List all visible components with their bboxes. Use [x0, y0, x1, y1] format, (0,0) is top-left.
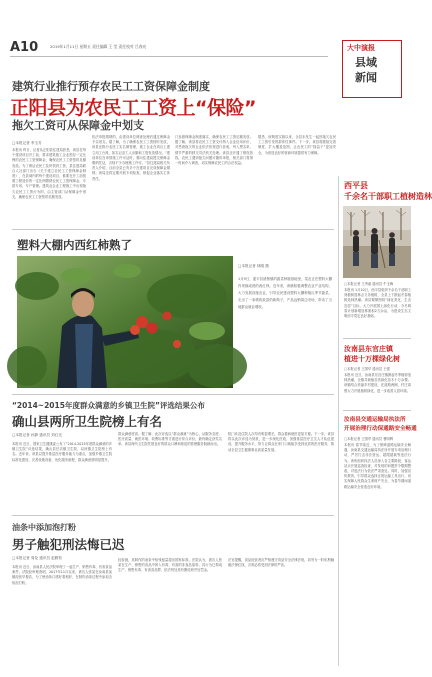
- masthead-text: 大中演报: [347, 43, 375, 52]
- divider: [343, 338, 411, 339]
- lead-subhead: 拖欠工资可从保障金中划支: [12, 119, 144, 132]
- feature-byline: □本报记者 林刚 摄: [238, 264, 269, 268]
- lead-byline: □本报记者 李玉芳: [12, 141, 42, 145]
- evaluation-body-col3: 院门诊及住院人次均有明显增长，群众看病就医更加方便。下一步，该县将以此次评选为契机，进一步深化医改，加强基层医疗卫生人才队伍建设，提升服务水平，努力让群众在家门口就能享受到优质的医疗服务，推动全县卫生健康事业高质量发展。: [228, 432, 334, 452]
- crime-body-col3: 法官提醒，食品经营者应严格遵守食品安全法律法规，切勿为一时私利触碰法律红线，否则必将受到法律的严惩。: [228, 558, 334, 568]
- xiping-body: 本报讯 1月10日，西平县组织千余名干部职工到植树造林点义务植树，全县上下掀起冬春植树造林热潮。该县紧紧围绕“绿化美化、生态宜居”目标，大力开展国土绿化行动，今冬明春计划新增造林面积2万余亩，为建设生态文明西平奠定良好基础。: [344, 288, 411, 319]
- divider: [12, 229, 334, 230]
- section-title: 县域 新闻: [355, 56, 377, 84]
- evaluation-body-col2: 群众满意度高。据了解，此次评选以“群众满意”为核心，从服务态度、医疗质量、就医环境、收费标准等方面进行综合评价，最终确定获奖名单。该县两所卫生院凭借良好的群众口碑和规范的管理服务脱颖而出。: [118, 432, 222, 447]
- lead-body-col1: 本报讯 昨日，记者从正阳县住建局获悉，该县在每个建设项目开工前，要求建筑施工企业预存一定比例的农民工工资保障金，确保农民工工资按时足额发放。为了保证农民工及时领到工资，县住建局联合人社部门出台《关于建立农民工工资保障金制度》，在县域内的每个建设项目，都要在开工前按照工程造价的一定比例缴纳农民工工资保障金，专款专用，专户管理。建筑业企业工程施工中出现拖欠农民工工资行为的，由主管部门从保障金中划支，确保农民工工资按时足额发放。: [12, 148, 86, 199]
- runan-food-body: 本报讯 春节临近，为了保障道路运输安全畅通，汝南县交通运输局执法所开展专项治理行动，严厉打击非法营运、超限超载等违法行为。该所组织执法人员深入各主要路段、客运站点开展巡查检查，对发现的问题责令限期整改，对违法行为依法严肃查处。同时，加强宣传教育，引导群众选择正规运输工具出行，切实保障人民群众生命财产安全，为春节期间道路运输安全营造良好环境。: [344, 443, 411, 489]
- evaluation-kicker: “2014~2015年度群众满意的乡镇卫生院”评选结果公布: [12, 401, 205, 410]
- crime-body-col1: 本报讯 近日，汝南县人民法院审理了一起生产、销售有毒、有害食品案件。法院经审理查明，2017年11月以来，被告人张某在汝南县某镇经营早餐店，为了使油条口感好看相好，在制作油条过程中添加含铝泡打粉。: [12, 565, 112, 585]
- lead-body-col2: 依法申报缴纳的，由建设单位调查处理后通过保障金予以划支。据了解，为了确保农民工工资按时发放，该县还推行农民工实名制管理，施工企业在项目上建立用工台账，如实记录工人出勤和工资发放情况。“建设单位在申领施工许可证时，要向住建局提交保障金缴纳凭证，否则不予办理施工许可。”县住建局相关负责人介绍，目前全县已有多个在建项目完成保障金缴纳。该局还将定期开展专项检查，督促企业落实主体责任。: [92, 135, 170, 181]
- runan-food-headline: 汝南县交通运输局执法所 开展治理行动保通路安全畅通: [344, 417, 417, 432]
- header-rule: [10, 56, 328, 57]
- lead-body-col4: 据悉，该制度实施以来，全县未发生一起因拖欠农民工工资引发的群体性事件。下一步，该县将继续完善制度，扩大覆盖范围，让农民工的“钱袋子”更加安全，为营造良好的营商环境提供有力保障。: [258, 135, 336, 155]
- date-line: 2019年1月11日 星期五 责任编辑 王 莹 责任校对 吕春亮: [50, 44, 147, 49]
- runan-star-headline: 汝南县东官庄镇 植进十万棵绿化树: [344, 345, 400, 363]
- page-number: A10: [10, 40, 39, 55]
- runan-star-byline: □本报记者 王国华 通讯员 王强: [344, 367, 390, 371]
- evaluation-body-col1: 本报讯 近日，国家卫生健康委公布了“2014-2015年度群众满意的乡镇卫生院”评选结果，确山县任店镇卫生院、双河镇卫生院榜上有名。近年来，该县以提升基层医疗服务能力为重点，加强乡镇卫生院标准化建设，完善设施设备，优化服务流程，群众满意度明显提升。: [12, 442, 112, 462]
- runan-food-byline: □本报记者 王国华 通讯员 曹明辉: [344, 437, 394, 441]
- runan-star-body: 本报讯 近日，汝南县东官庄镇掀起冬季植树造林热潮，全镇共栽植各类绿化苗木十万余棵。该镇结合美丽乡村建设，在道路两侧、村庄周围大力开展植树绿化，进一步改善人居环境。: [344, 373, 411, 393]
- column-divider: [338, 176, 339, 666]
- evaluation-headline: 确山县两所卫生院榜上有名: [12, 414, 163, 429]
- crime-headline: 男子触犯刑法悔已迟: [12, 537, 125, 552]
- crime-kicker: 油条中添加泡打粉: [12, 523, 76, 532]
- lead-body-col3: 门参照保障金制度落实，确保农民工工资足额发放。据了解，该县将农民工工资支付纳入企业信用评价，对恶意拖欠的企业依法依规进行惩戒，列入黑名单，情节严重的移交司法机关处理。该县还开通了维权热线，农民工遇到拖欠问题可随时举报，相关部门将第一时间介入调查，切实保障农民工的合法权益。: [175, 135, 253, 166]
- crime-byline: □本报记者 周伦 通讯员 赵勤松: [12, 556, 62, 560]
- crime-body-col2: 经检测，其制作的油条中铝残留量超出国家标准。法院认为，被告人张某在生产、销售的食品中掺入有毒、有害的非食品原料，其行为已构成生产、销售有毒、有害食品罪，依法判处其有期徒刑并处罚金。: [118, 558, 222, 573]
- xiping-byline: □本报记者 王秀丽 通讯员 牛玉梅: [344, 282, 394, 286]
- xiping-headline: 西平县 千余名干部职工植树造林: [344, 181, 432, 201]
- divider: [343, 410, 411, 411]
- page-header: [0, 0, 415, 84]
- evaluation-byline: □本报记者 孙静 通讯员 刘红光: [12, 433, 62, 437]
- feature-headline: 塑料大棚内西红柿熟了: [17, 238, 132, 252]
- masthead-logo: [342, 40, 402, 98]
- divider: [12, 394, 334, 395]
- tomato-greenhouse-photo: [17, 256, 233, 388]
- divider: [12, 515, 334, 516]
- lead-kicker: 建筑行业推行预存农民工工资保障金制度: [12, 80, 210, 93]
- lead-headline: 正阳县为农民工工资上“保险”: [10, 97, 256, 119]
- feature-caption: 1月9日，遂平县褚堡镇的蔬菜种植基地里，菜农正在塑料大棚内采摘成熟的西红柿。近年来，该镇积极调整农业产业结构，大力发展设施农业，引导农民建设塑料大棚种植反季节蔬菜，走出了一条增收致富的新路子，产品远销周边市场，带动了当地群众就业增收。: [238, 277, 332, 309]
- tree-planting-photo: [343, 206, 411, 278]
